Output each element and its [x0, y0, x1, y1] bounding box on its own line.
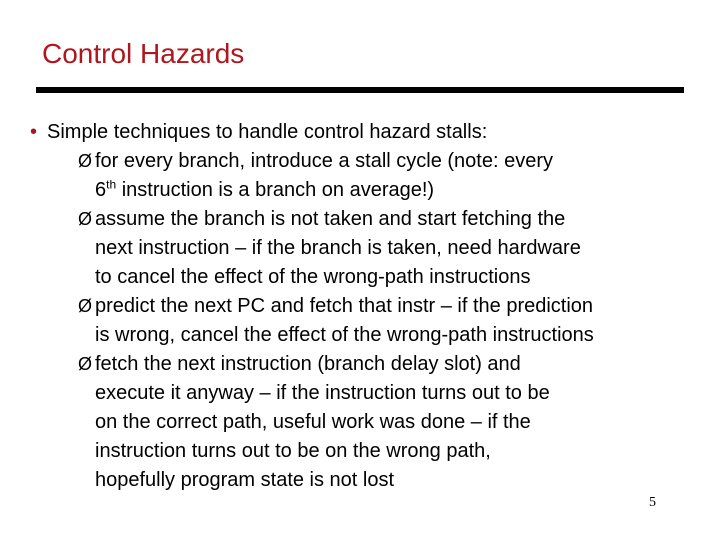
sub-item-3-line-2: is wrong, cancel the effect of the wrong-path instructions	[95, 324, 594, 346]
slide-title: Control Hazards	[42, 38, 245, 69]
sub-item-2-line-2: next instruction – if the branch is taken, need hardware	[95, 237, 581, 259]
sub-item-1-line-2-rest: instruction is a branch on average!)	[116, 179, 435, 201]
main-bullet	[30, 118, 487, 147]
sub-item-1-line-2	[95, 176, 434, 205]
sub-bullet-arrow-icon: Ø	[78, 151, 93, 171]
sub-item-4-line-4: instruction turns out to be on the wrong path,	[95, 440, 491, 462]
sub-bullet-arrow-icon: Ø	[78, 296, 93, 316]
sub-item-2-line-3: to cancel the effect of the wrong-path instructions	[95, 266, 531, 288]
sub-bullet-arrow-icon: Ø	[78, 209, 93, 229]
sub-item-1-ordinal-suffix: th	[106, 177, 117, 192]
sub-item-1-ordinal-number: 6	[95, 179, 107, 201]
main-bullet-marker: •	[30, 121, 38, 143]
sub-item-4-line-3: on the correct path, useful work was done – if the	[95, 411, 531, 433]
sub-item-3-line-1: predict the next PC and fetch that instr – if the prediction	[95, 295, 594, 317]
sub-item-4-line-2: execute it anyway – if the instruction turns out to be	[95, 382, 550, 404]
page-number: 5	[649, 495, 656, 510]
sub-item-4-line-1: fetch the next instruction (branch delay slot) and	[95, 353, 521, 375]
sub-item-4-line-5: hopefully program state is not lost	[95, 469, 395, 491]
sub-item-2-line-1: assume the branch is not taken and start fetching the	[95, 208, 566, 230]
main-bullet-text: Simple techniques to handle control hazard stalls:	[47, 121, 488, 143]
sub-item-1-line-1: for every branch, introduce a stall cycle (note: every	[95, 150, 553, 172]
sub-bullet-arrow-icon: Ø	[78, 354, 93, 374]
